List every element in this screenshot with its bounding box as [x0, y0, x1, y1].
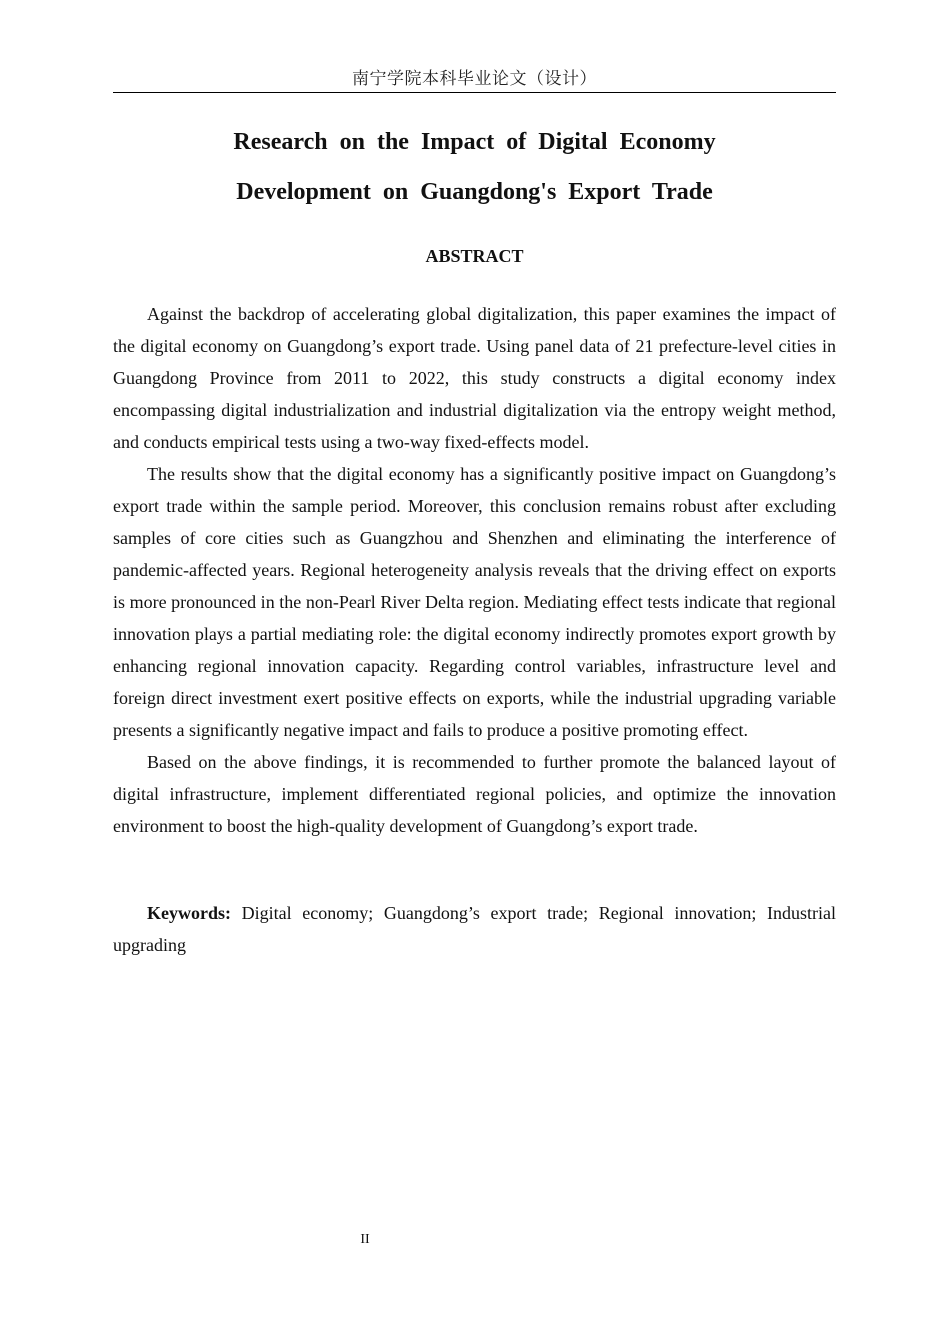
abstract-body [113, 298, 836, 842]
abstract-paragraph-3: Based on the above findings, it is recommended to further promote the balanced layout of digital infrastructure, implement differentiated regional policies, and optimize the innovation environment to boost the high-quality development of Guangdong’s export trade. [113, 752, 836, 836]
running-header: 南宁学院本科毕业论文（设计） [113, 68, 836, 93]
abstract-heading: ABSTRACT [425, 246, 524, 266]
paper-title-line-2: Development on Guangdong's Export Trade [236, 179, 713, 205]
keywords-label: Keywords: [147, 903, 231, 923]
abstract-paragraph-2: The results show that the digital economy has a significantly positive impact on Guangdong’s export trade within the sample period. Moreover, this conclusion remains robust after excluding samples of core cities such as Guangzhou and Shenzhen and eliminating the interference of pandemic-affected years. Regional heterogeneity analysis reveals that the driving effect on exports is more pronounced in the non-Pearl River Delta region. Mediating effect tests indicate that regional innovation plays a partial mediating role: the digital economy indirectly promotes export growth by enhancing regional innovation capacity. Regarding control variables, infrastructure level and foreign direct investment exert positive effects on exports, while the industrial upgrading variable presents a significantly negative impact and fails to produce a positive promoting effect. [113, 464, 836, 740]
page-number: II [360, 1232, 370, 1247]
abstract-paragraph-1: Against the backdrop of accelerating global digitalization, this paper examines the impact of the digital economy on Guangdong’s export trade. Using panel data of 21 prefecture-level cities in Guangdong Province from 2011 to 2022, this study constructs a digital economy index encompassing digital industrialization and industrial digitalization via the entropy weight method, and conducts empirical tests using a two-way fixed-effects model. [113, 304, 836, 452]
keywords [113, 897, 836, 961]
paper-title [113, 117, 836, 217]
keywords-text: Digital economy; Guangdong’s export trade; Regional innovation; Industrial upgrading [113, 903, 837, 955]
paper-title-line-1: Research on the Impact of Digital Economy [233, 129, 716, 155]
